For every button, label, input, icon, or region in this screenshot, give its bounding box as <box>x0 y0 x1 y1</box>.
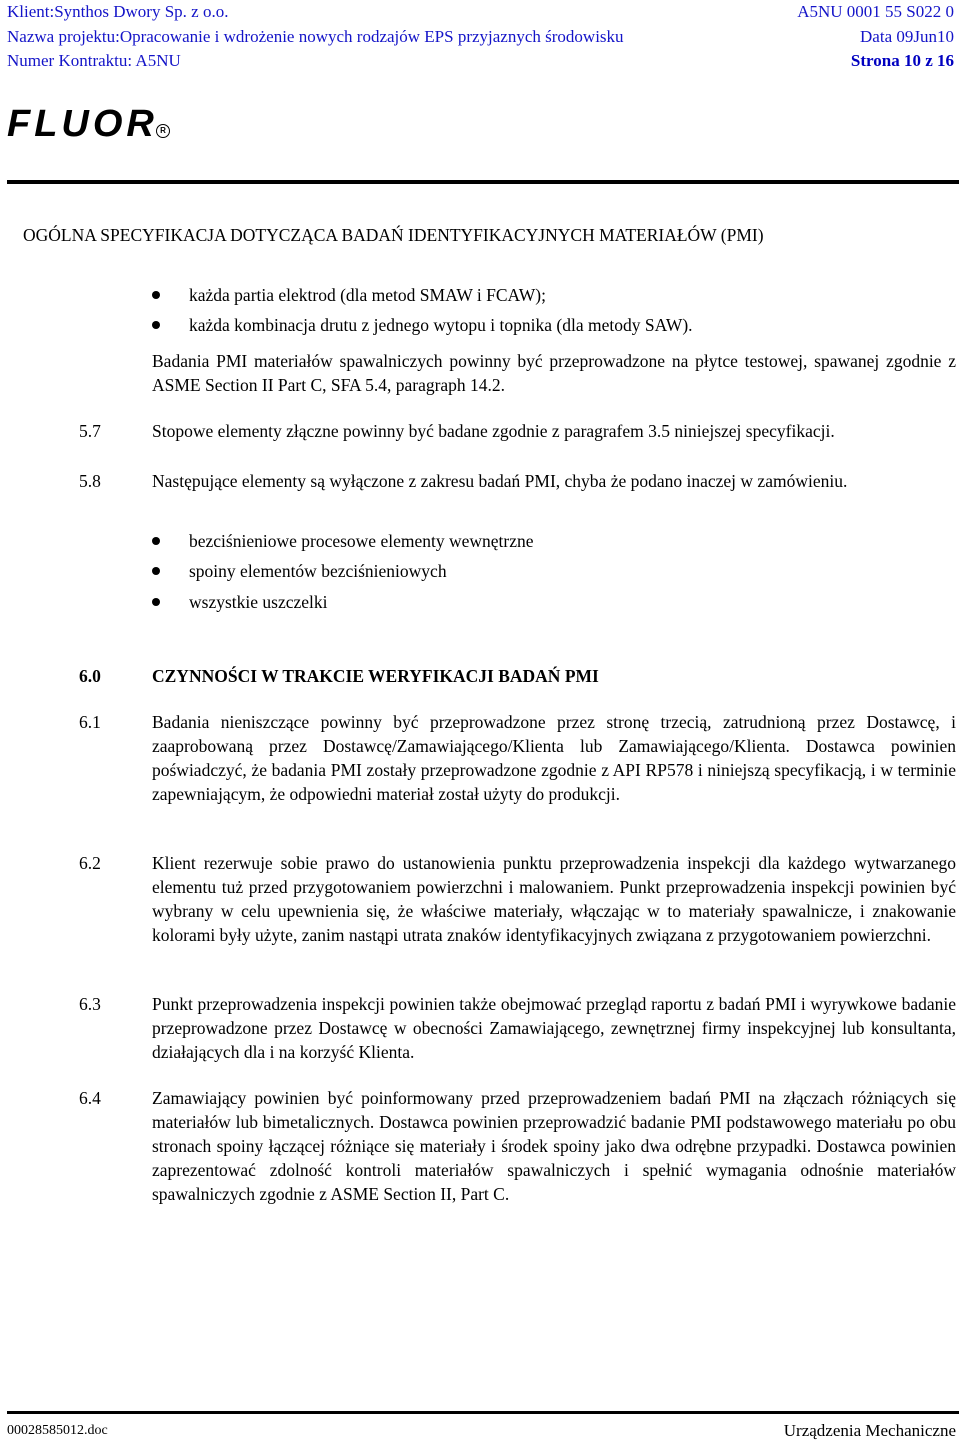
item-number: 6.4 <box>79 1088 101 1108</box>
section-number: 6.0 <box>79 666 101 686</box>
header-date: Data 09Jun10 <box>860 27 954 46</box>
document-title: OGÓLNA SPECYFIKACJA DOTYCZĄCA BADAŃ IDENTYFIKACYJNYCH MATERIAŁÓW (PMI) <box>23 225 764 245</box>
header-contract: Numer Kontraktu: A5NU <box>7 51 181 70</box>
header-doc-code: A5NU 0001 55 S022 0 <box>797 2 954 21</box>
bullet-icon <box>152 291 160 299</box>
bullet-icon <box>152 537 160 545</box>
item-number: 6.2 <box>79 853 101 873</box>
item-text: Klient rezerwuje sobie prawo do ustanowienia punktu przeprowadzenia inspekcji dla każdego wytwarzanego elementu tuż przed przygotowaniem powierzchni i malowaniem. Punkt przeprowadzenia inspekcji powinien być wybrany w celu upewnienia się, że właściwe materiały, włączając w to materiały spawalnicze, i znakowanie kolorami były użyte, zanim nastąpi utrata znaków identyfikacyjnych związana z przygotowaniem powierzchni. <box>152 853 956 945</box>
item-text: Następujące elementy są wyłączone z zakresu badań PMI, chyba że podano inaczej w zamówieniu. <box>152 471 848 491</box>
header-project: Nazwa projektu:Opracowanie i wdrożenie nowych rodzajów EPS przyjaznych środowisku <box>7 27 624 46</box>
section-heading <box>79 664 599 688</box>
header-client: Klient:Synthos Dwory Sp. z o.o. <box>7 2 229 21</box>
footer-filename: 00028585012.doc <box>7 1423 108 1438</box>
footer-divider <box>7 1411 959 1414</box>
footer-department: Urządzenia Mechaniczne <box>783 1421 956 1440</box>
header-divider <box>7 180 959 184</box>
bullet-icon <box>152 598 160 606</box>
header-page-number: Strona 10 z 16 <box>850 51 954 70</box>
item-number: 6.3 <box>79 994 101 1014</box>
bullet-item: każda partia elektrod (dla metod SMAW i FCAW); <box>189 285 546 305</box>
item-text: Stopowe elementy złączne powinny być badane zgodnie z paragrafem 3.5 niniejszej specyfikacji. <box>152 421 835 441</box>
bullet-item: spoiny elementów bezciśnieniowych <box>189 561 447 581</box>
paragraph-badania: Badania PMI materiałów spawalniczych powinny być przeprowadzone na płytce testowej, spawanej zgodnie z ASME Section II Part C, SFA 5.4, paragraph 14.2. <box>152 351 956 395</box>
item-number: 5.8 <box>79 471 101 491</box>
item-number: 6.1 <box>79 712 101 732</box>
item-number: 5.7 <box>79 421 101 441</box>
bullet-item: każda kombinacja drutu z jednego wytopu i topnika (dla metody SAW). <box>189 315 693 335</box>
registered-mark-icon: R <box>156 124 170 138</box>
bullet-item: bezciśnieniowe procesowe elementy wewnętrzne <box>189 531 534 551</box>
item-text: Punkt przeprowadzenia inspekcji powinien także obejmować przegląd raportu z badań PMI i wyrywkowe badanie przeprowadzone przez Dostawcę w obecności Zamawiającego, zewnętrznej firmy inspekcyjnej lub konsultanta, działających dla i na korzyść Klienta. <box>152 994 956 1062</box>
item-text: Zamawiający powinien być poinformowany przed przeprowadzeniem badań PMI na złączach różniących się materiałów lub bimetalicznych. Dostawca powinien przeprowadzić badanie PMI podstawowego materiału po obu stronach spoiny łączącej różniące się materiały i środek spoiny jako dwa odrębne przypadki. Dostawca powinien zaprezentować zdolność kontroli materiałów spawalniczych i spełnić wymagania odnośnie materiałów spawalniczych zgodnie z ASME Section II, Part C. <box>152 1088 956 1204</box>
bullet-item: wszystkie uszczelki <box>189 592 328 612</box>
section-title: CZYNNOŚCI W TRAKCIE WERYFIKACJI BADAŃ PMI <box>152 666 599 686</box>
fluor-logo: FLUOR <box>7 103 158 145</box>
item-text: Badania nieniszczące powinny być przeprowadzone przez stronę trzecią, zatrudnioną przez Dostawcę, i zaaprobowaną przez Dostawcę/Zamawiającego/Klienta lub Zamawiającego/Klienta. Dostawca powinien poświadczyć, że badania PMI zostały przeprowadzone zgodnie z API RP578 i niniejszą specyfikacją, i w terminie zapewniającym, że odpowiedni materiał został użyty do produkcji. <box>152 712 956 804</box>
bullet-icon <box>152 567 160 575</box>
bullet-icon <box>152 321 160 329</box>
